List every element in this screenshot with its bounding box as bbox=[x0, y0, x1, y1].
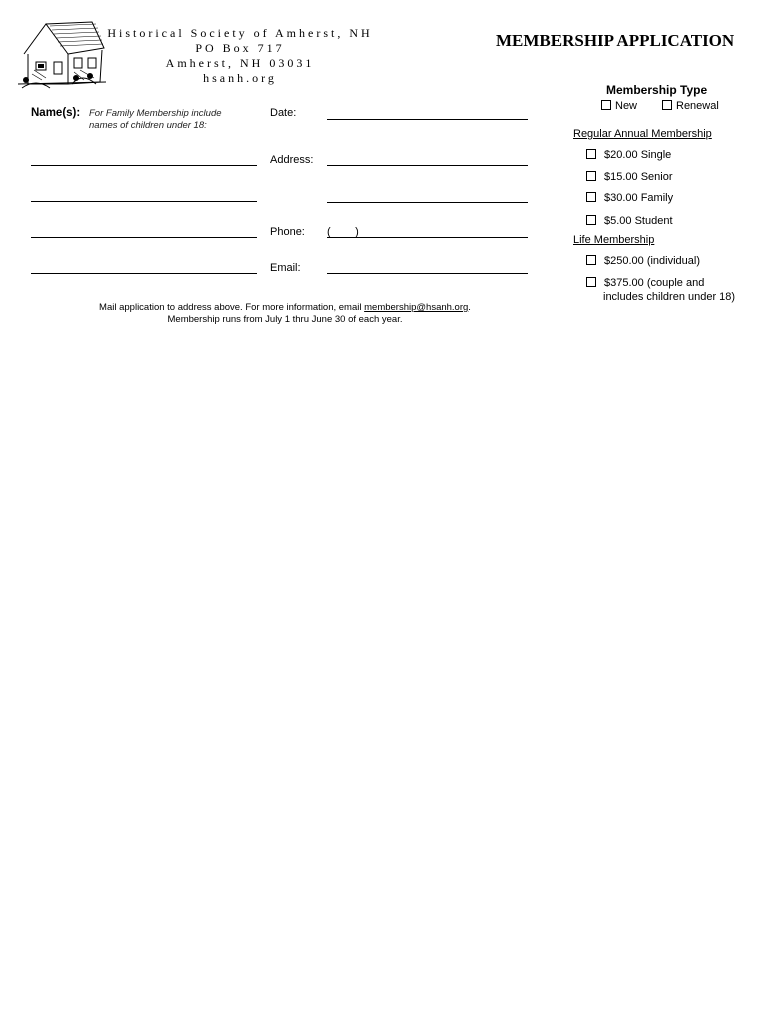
address-field-2[interactable] bbox=[327, 202, 528, 203]
footer-note bbox=[60, 302, 510, 326]
footer-line1-suffix: . bbox=[468, 302, 471, 313]
checkbox-senior[interactable] bbox=[586, 171, 596, 181]
email-label: Email: bbox=[270, 262, 301, 274]
checkbox-student[interactable] bbox=[586, 215, 596, 225]
membership-email-link[interactable]: membership@hsanh.org bbox=[364, 302, 469, 313]
names-field-3[interactable] bbox=[31, 237, 257, 238]
renewal-label: Renewal bbox=[676, 100, 719, 112]
membership-type-heading: Membership Type bbox=[606, 83, 708, 97]
option-single[interactable] bbox=[586, 149, 671, 161]
option-single-label: $20.00 Single bbox=[604, 149, 672, 161]
page-title: MEMBERSHIP APPLICATION bbox=[496, 31, 735, 50]
email-field[interactable] bbox=[327, 273, 528, 274]
phone-area-code: ( ) bbox=[327, 226, 359, 238]
names-field-4[interactable] bbox=[31, 273, 257, 274]
new-option[interactable] bbox=[601, 100, 637, 112]
option-family-label: $30.00 Family bbox=[604, 192, 674, 204]
option-student[interactable] bbox=[586, 215, 673, 227]
new-label: New bbox=[615, 100, 638, 112]
org-name: Historical Society of Amherst, NH bbox=[107, 26, 373, 40]
address-field-1[interactable] bbox=[327, 165, 528, 166]
date-field[interactable] bbox=[327, 119, 528, 120]
regular-membership-heading: Regular Annual Membership bbox=[573, 128, 712, 140]
names-field-2[interactable] bbox=[31, 201, 257, 202]
option-student-label: $5.00 Student bbox=[604, 215, 673, 227]
org-city: Amherst, NH 03031 bbox=[165, 56, 315, 70]
life-membership-heading: Life Membership bbox=[573, 234, 655, 246]
checkbox-single[interactable] bbox=[586, 149, 596, 159]
option-senior[interactable] bbox=[586, 171, 673, 183]
option-senior-label: $15.00 Senior bbox=[604, 171, 673, 183]
checkbox-life-couple[interactable] bbox=[586, 277, 596, 287]
checkbox-life-individual[interactable] bbox=[586, 255, 596, 265]
option-life-individual[interactable] bbox=[586, 255, 700, 267]
address-label: Address: bbox=[270, 154, 314, 166]
footer-line2: Membership runs from July 1 thru June 30 of each year. bbox=[167, 314, 403, 325]
phone-label: Phone: bbox=[270, 226, 305, 238]
renewal-option[interactable] bbox=[662, 100, 719, 112]
new-checkbox[interactable] bbox=[601, 100, 611, 110]
footer-line1-prefix: Mail application to address above. For more information, email bbox=[99, 302, 365, 313]
names-label: Name(s): bbox=[31, 107, 81, 119]
option-family[interactable] bbox=[586, 192, 673, 204]
option-life-couple[interactable] bbox=[586, 277, 704, 289]
date-label: Date: bbox=[270, 107, 297, 119]
option-life-individual-label: $250.00 (individual) bbox=[604, 255, 701, 267]
option-life-couple-label-2: includes children under 18) bbox=[603, 291, 736, 303]
option-life-couple-label: $375.00 (couple and bbox=[604, 277, 705, 289]
names-note: For Family Membership include names of children under 18: bbox=[89, 108, 222, 131]
names-field-1[interactable] bbox=[31, 165, 257, 166]
phone-field[interactable] bbox=[327, 237, 528, 238]
renewal-checkbox[interactable] bbox=[662, 100, 672, 110]
checkbox-family[interactable] bbox=[586, 192, 596, 202]
org-po-box: PO Box 717 bbox=[195, 41, 285, 55]
org-website: hsanh.org bbox=[203, 71, 277, 85]
